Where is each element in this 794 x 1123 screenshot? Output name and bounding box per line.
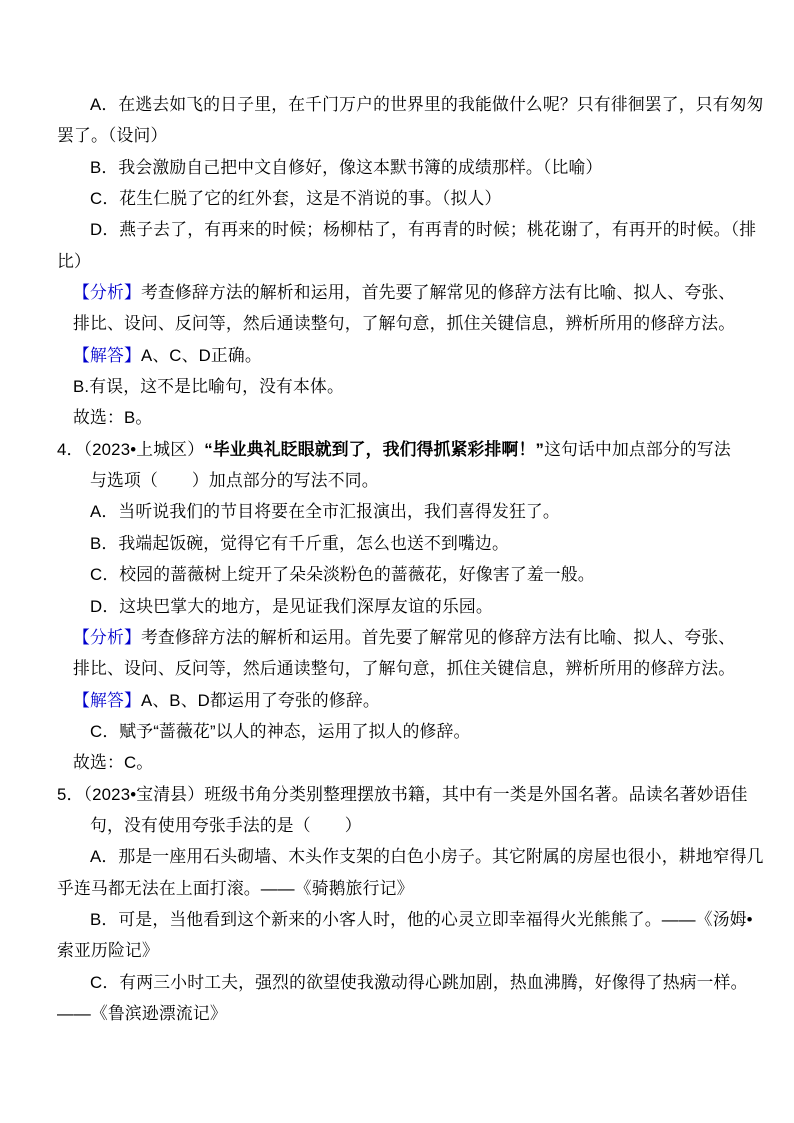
text-run: 4．（2023•上城区） <box>57 439 205 459</box>
text-line <box>57 622 757 653</box>
text-line <box>57 873 757 904</box>
text-run: ——《鲁滨逊漂流记》 <box>57 1003 227 1023</box>
text-line <box>57 434 757 465</box>
text-line <box>57 841 764 872</box>
text-run: A．那是一座用石头砌墙、木头作支架的白色小房子。其它附属的房屋也很小，耕地窄得几 <box>90 847 764 867</box>
text-run: 考查修辞方法的解析和运用。首先要了解常见的修辞方法有比喻、拟人、夸张、 <box>140 627 736 647</box>
text-run: D．这块巴掌大的地方，是见证我们深厚友谊的乐园。 <box>90 596 493 616</box>
answer-label: 【解答】 <box>73 345 141 365</box>
text-run: 5．（2023•宝清县）班级书角分类别整理摆放书籍，其中有一类是外国名著。品读名著妙语佳 <box>57 784 748 804</box>
text-run: C．赋予“蔷薇花”以人的神态，运用了拟人的修辞。 <box>90 721 471 741</box>
text-run: A、B、D都运用了夸张的修辞。 <box>140 690 380 710</box>
text-run: 故选：B。 <box>73 408 153 428</box>
text-line <box>57 214 757 245</box>
text-line <box>57 998 757 1029</box>
text-run: A．当听说我们的节目将要在全市汇报演出，我们喜得发狂了。 <box>90 502 560 522</box>
text-run: C．校园的蔷薇树上绽开了朵朵淡粉色的蔷薇花，好像害了羞一般。 <box>90 565 595 585</box>
text-run: B．可是，当他看到这个新来的小客人时，他的心灵立即幸福得火光熊熊了。——《汤姆• <box>90 909 753 929</box>
text-line <box>57 685 757 716</box>
text-run: 这句话中加点部分的写法 <box>544 439 731 459</box>
text-run: A、C、D正确。 <box>140 345 262 365</box>
text-line <box>57 779 757 810</box>
text-run: 考查修辞方法的解析和运用，首先要了解常见的修辞方法有比喻、拟人、夸张、 <box>140 283 736 303</box>
text-run: B．我端起饭碗，觉得它有千斤重，怎么也送不到嘴边。 <box>90 533 509 553</box>
text-line <box>57 528 757 559</box>
text-line <box>57 591 757 622</box>
text-line <box>57 183 757 214</box>
text-run: C．有两三小时工夫，强烈的欲望使我激动得心跳加剧，热血沸腾，好像得了热病一样。 <box>90 972 748 992</box>
text-run: 索亚历险记》 <box>57 941 159 961</box>
text-run: 句，没有使用夸张手法的是（ ） <box>90 815 362 835</box>
text-line <box>57 371 757 402</box>
text-line <box>57 496 757 527</box>
text-run: 排比、设问、反问等，然后通读整句，了解句意，抓住关键信息，辨析所用的修辞方法。 <box>73 314 736 334</box>
text-run: 罢了。（设问） <box>57 126 168 146</box>
text-line <box>57 935 757 966</box>
text-line <box>57 120 757 151</box>
text-line <box>57 559 757 590</box>
text-line <box>57 246 757 277</box>
text-run: A．在逃去如飞的日子里，在千门万户的世界里的我能做什么呢？只有徘徊罢了，只有匆匆 <box>90 95 764 114</box>
text-line <box>57 340 757 371</box>
answer-label: 【解答】 <box>73 690 141 710</box>
text-line <box>57 747 757 778</box>
text-line <box>57 465 757 496</box>
text-run: B．我会激励自己把中文自修好，像这本默书簿的成绩那样。（比喻） <box>90 157 603 177</box>
text-line <box>57 277 757 308</box>
text-run: 与选项（ ）加点部分的写法不同。 <box>90 471 379 491</box>
text-line <box>57 904 757 935</box>
text-run: B.有误，这不是比喻句，没有本体。 <box>73 377 344 397</box>
text-line <box>57 89 764 120</box>
text-line <box>57 716 757 747</box>
text-run: 排比、设问、反问等，然后通读整句，了解句意，抓住关键信息，辨析所用的修辞方法。 <box>73 659 736 679</box>
text-run: 乎连马都无法在上面打滚。——《骑鹅旅行记》 <box>57 878 414 898</box>
text-run: D．燕子去了，有再来的时候；杨柳枯了，有再青的时候；桃花谢了，有再开的时候。（排 <box>90 220 757 240</box>
text-line <box>57 152 757 183</box>
text-run: 比） <box>57 251 91 271</box>
analysis-label: 【分析】 <box>73 627 141 647</box>
text-line <box>57 653 757 684</box>
text-line <box>57 308 757 339</box>
analysis-label: 【分析】 <box>73 283 141 303</box>
document-text-block <box>57 89 764 1029</box>
text-line <box>57 967 757 998</box>
text-run: C．花生仁脱了它的红外套，这是不消说的事。（拟人） <box>90 189 502 209</box>
text-line <box>57 810 757 841</box>
text-line <box>57 402 757 433</box>
emphasized-sentence: “毕业典礼眨眼就到了，我们得抓紧彩排啊！” <box>204 439 545 459</box>
text-run: 故选：C。 <box>73 753 154 773</box>
